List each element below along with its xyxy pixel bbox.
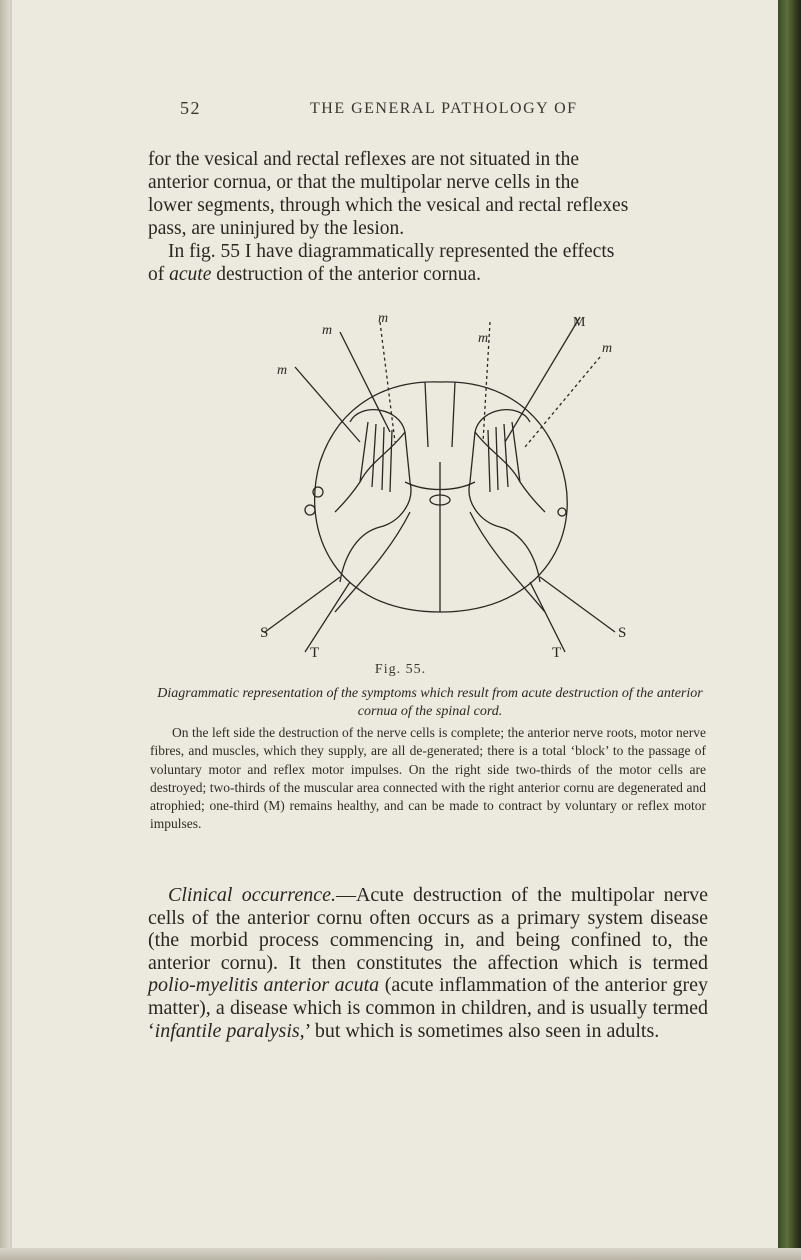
left-root-cluster [360,422,392,492]
running-header [180,98,740,122]
page-number: 52 [180,98,201,118]
label-m: m [378,312,389,326]
spinal-cord-diagram [240,312,640,667]
text-span: ’ but which is sometimes also seen in adults. [304,1019,660,1042]
label-m: m [322,323,333,338]
anterior-fissure [425,382,455,447]
root-s-left [265,577,340,632]
book-edge [778,0,801,1260]
text-line: anterior cornua, or that the multipolar nerve cells in the [148,172,580,193]
text-span: (acute inflammation of the anterior grey matter), a disease which is common in children, and is usually termed ‘ [148,974,708,1042]
label-M: M [573,315,586,330]
running-title: THE GENERAL PATHOLOGY OF [310,100,578,117]
label-T: T [552,645,562,661]
text-line: pass, are uninjured by the lesion. [148,218,405,239]
italic-word: acute [169,264,212,285]
italic-term: infantile paralysis, [154,1019,305,1042]
label-S: S [618,625,627,641]
label-m: m [277,363,288,378]
page-bottom-edge [0,1248,801,1260]
root-t-left [305,582,350,652]
cell [305,505,315,515]
spinal-cord-svg [240,312,640,667]
text-line: lower segments, through which the vesical and rectal reflexes [148,195,629,216]
right-grey-horn [469,410,545,582]
right-posterior-horn [470,512,545,612]
label-m: m [478,331,489,346]
figure-caption-title: Diagrammatic representation of the symptoms which result from acute destruction of the anterior cornua of the spinal cord. [157,686,703,719]
text-span: of [148,264,170,285]
italic-term: polio-myelitis anterior acuta [148,974,380,997]
text-line: for the vesical and rectal reflexes are not situated in the [148,149,579,170]
left-grey-horn [335,410,411,582]
figure-number: Fig. 55. [374,662,427,677]
cord-outline [315,382,568,612]
paragraph-intro [148,148,708,286]
figure-caption-body: On the left side the destruction of the nerve cells is complete; the anterior nerve roots, motor nerve fibres, and muscles, which they supply, are all de-generated; there is a total ‘block’ to the passage of voluntary motor and reflex motor impulses. On the right side two-thirds of the motor cells are destroyed; two-thirds of the muscular area connected with the right anterior cornu are degenerated and atrophied; one-third (M) remains healthy, and can be made to contract by voluntary or reflex motor impulses. [150,725,706,832]
text-line: In fig. 55 I have diagrammatically represented the effects [168,241,615,262]
cell [558,508,566,516]
text-span: —Acute destruction of the multipolar nerve cells of the anterior cornu often occurs as a primary system disease (the morbid process commencing in, and being confined to, the anterior cornu). It then constitutes the affection which is termed [148,884,708,974]
root-m-top [380,322,395,442]
paragraph-clinical [148,884,708,1042]
text-span: destruction of the anterior cornua. [211,264,482,285]
root-M-right [505,317,580,442]
right-root-cluster [488,422,520,492]
label-T: T [310,645,320,661]
text-line [148,263,708,286]
root-m-left2 [295,367,360,442]
section-lead: Clinical occurrence. [168,884,336,906]
label-m: m [602,341,613,356]
root-t-right [530,582,565,652]
root-m-right [525,357,600,447]
label-S: S [260,625,269,641]
